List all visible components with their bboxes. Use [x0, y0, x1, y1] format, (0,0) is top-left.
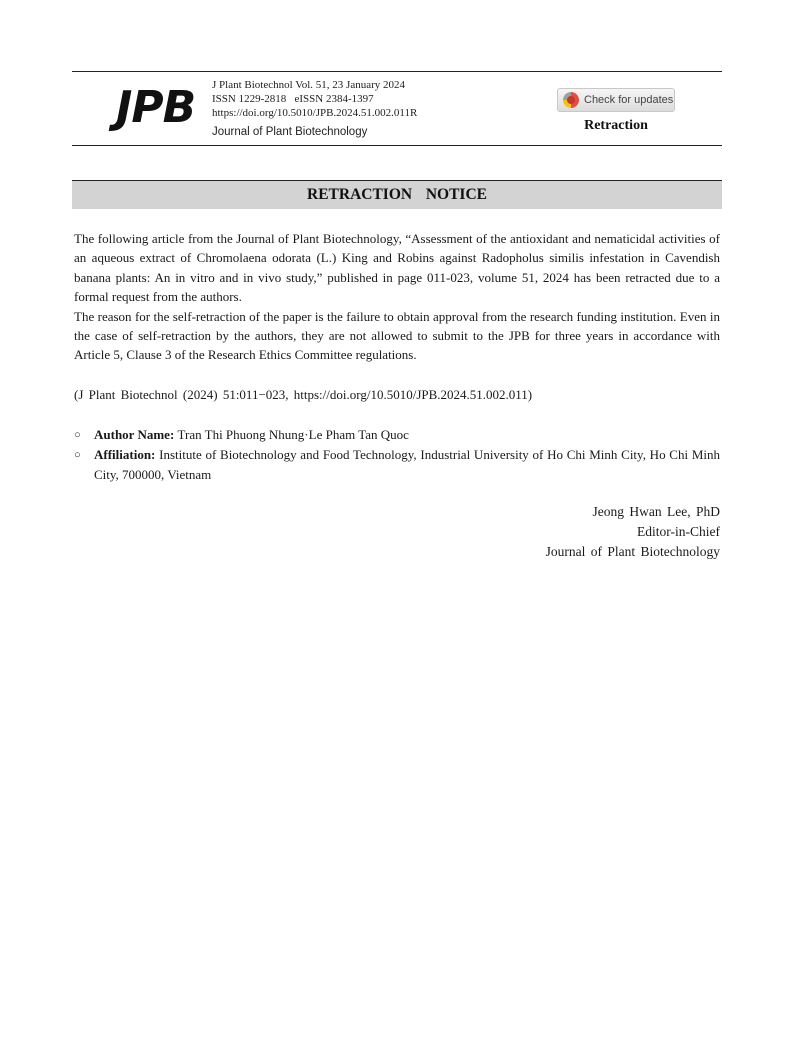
journal-logo: JPB: [116, 82, 196, 133]
check-for-updates-button[interactable]: [557, 88, 675, 112]
notice-body: [74, 229, 720, 365]
author-info-list: [74, 425, 720, 485]
affiliation-value: Institute of Biotechnology and Food Technology, Industrial University of Ho Chi Minh City, Ho Chi Minh City, 700000, Vietnam: [94, 447, 720, 482]
bullet-circle-icon: ○: [74, 449, 81, 461]
bullet-circle-icon: ○: [74, 429, 81, 441]
journal-header: [72, 71, 722, 146]
volume-citation: J Plant Biotechnol Vol. 51, 23 January 2024: [212, 79, 406, 91]
notice-paragraph-1: The following article from the Journal of Plant Biotechnology, “Assessment of the antioxidant and nematicidal activities of an aqueous extract of Chromolaena odorata (L.) King and Robins against Radopholus similis infestation in Cavendish banana plants: An in vitro and in vivo study,” published in page 011-023, volume 51, 2024 has been retracted due to a formal request from the authors.: [74, 231, 720, 305]
editor-signature: [546, 502, 720, 562]
list-item-author: [74, 425, 720, 445]
author-names: Tran Thi Phuong Nhung·Le Pham Tan Quoc: [177, 427, 409, 442]
notice-title: RETRACTION NOTICE: [72, 180, 722, 209]
editor-role: Editor-in-Chief: [637, 524, 720, 539]
article-citation: (J Plant Biotechnol (2024) 51:011−023, https://doi.org/10.5010/JPB.2024.51.002.011): [74, 387, 533, 402]
notice-paragraph-2: The reason for the self-retraction of the paper is the failure to obtain approval from the research funding institution. Even in the case of self-retraction by the authors, they are not allowed to submit to the JPB for three years in accordance with Article 5, Clause 3 of the Research Ethics Committee regulations.: [74, 308, 720, 363]
affiliation-label: Affiliation:: [94, 447, 160, 462]
author-label: Author Name:: [94, 427, 178, 442]
check-for-updates-label: Check for updates: [584, 94, 674, 106]
journal-name: Journal of Plant Biotechnology: [212, 126, 368, 138]
journal-meta: [212, 78, 417, 139]
list-item-affiliation: [74, 445, 720, 485]
editor-name: Jeong Hwan Lee, PhD: [592, 504, 720, 519]
crossmark-icon: [563, 92, 579, 108]
article-type-label: Retraction: [584, 118, 648, 133]
editor-journal: Journal of Plant Biotechnology: [545, 544, 720, 559]
doi-link[interactable]: https://doi.org/10.5010/JPB.2024.51.002.011R: [212, 107, 418, 119]
issn-line: ISSN 1229-2818 eISSN 2384-1397: [212, 93, 374, 105]
